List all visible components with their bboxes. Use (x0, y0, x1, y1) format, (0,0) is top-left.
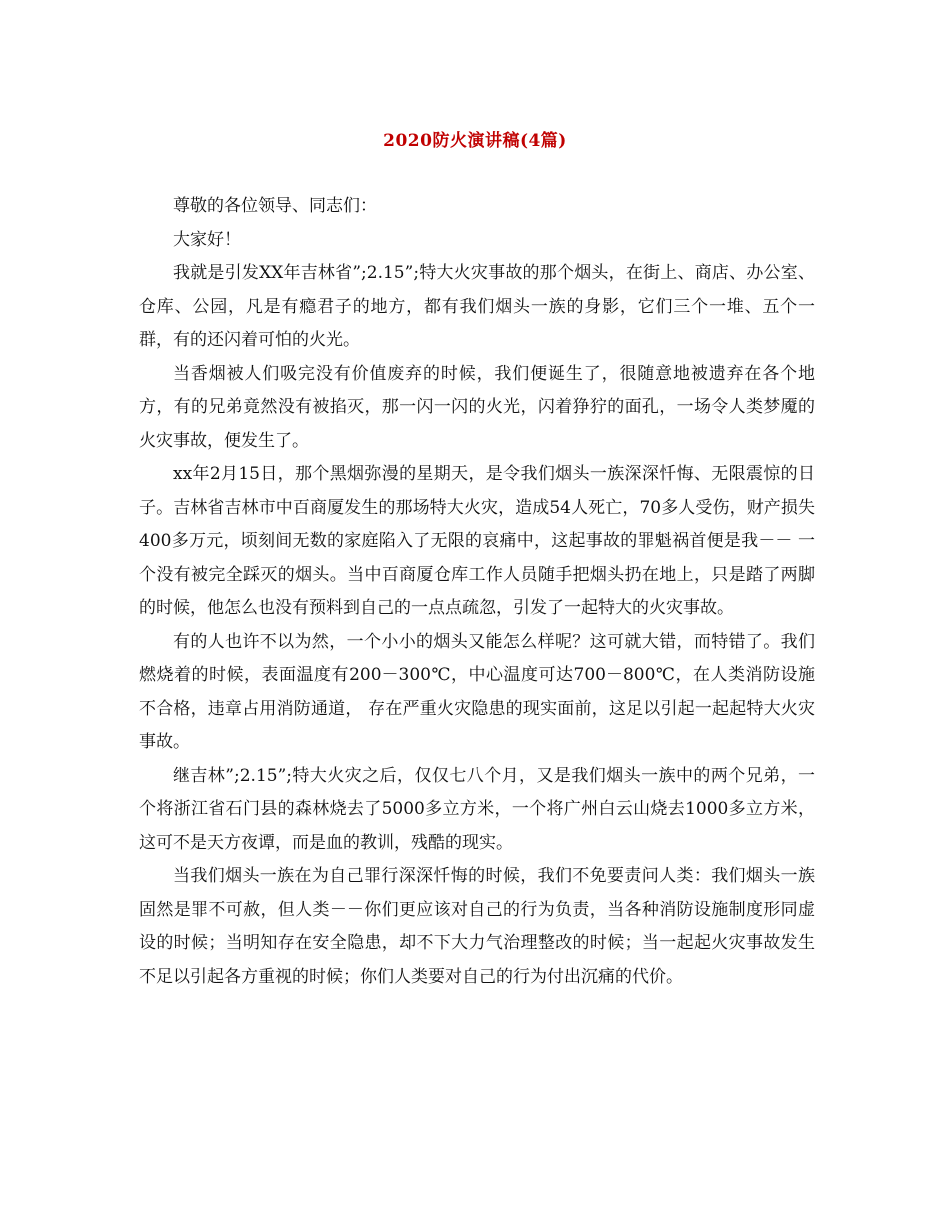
paragraph: 继吉林”;2.15”;特大火灾之后，仅仅七八个月，又是我们烟头一族中的两个兄弟，一个将浙江省石门县的森林烧去了5000多立方米，一个将广州白云山烧去1000多立方米，这可不是天方夜谭，而是血的教训，残酷的现实。 (139, 765, 815, 853)
paragraph-salutation: 尊敬的各位领导、同志们： (173, 196, 377, 216)
paragraph: 我就是引发XX年吉林省”;2.15”;特大火灾事故的那个烟头，在街上、商店、办公室、仓库、公园，凡是有瘾君子的地方，都有我们烟头一族的身影，它们三个一堆、五个一群，有的还闪着可怕的火光。 (139, 263, 815, 350)
paragraph: 当香烟被人们吸完没有价值废弃的时候，我们便诞生了，很随意地被遗弃在各个地方，有的兄弟竟然没有被掐灭，那一闪一闪的火光，闪着狰狞的面孔，一场令人类梦魇的火灾事故，便发生了。 (139, 363, 815, 451)
document-title: 2020防火演讲稿(4篇) (383, 131, 567, 151)
document-body (139, 190, 815, 994)
paragraph: 有的人也许不以为然，一个小小的烟头又能怎么样呢？这可就大错，而特错了。我们燃烧着的时候，表面温度有200－300℃，中心温度可达700－800℃，在人类消防设施不合格，违章占用消防通道， 存在严重火灾隐患的现实面前，这足以引起一起起特大火灾事故。 (139, 631, 815, 752)
paragraph: xx年2月15日，那个黑烟弥漫的星期天，是令我们烟头一族深深忏悔、无限震惊的日子。吉林省吉林市中百商厦发生的那场特大火灾，造成54人死亡，70多人受伤，财产损失400多万元，顷刻间无数的家庭陷入了无限的哀痛中，这起事故的罪魁祸首便是我－－ 一个没有被完全踩灭的烟头。当中百商厦仓库工作人员随手把烟头扔在地上，只是踏了两脚的时候，他怎么也没有预料到自己的一点点疏忽，引发了一起特大的火灾事故。 (139, 464, 815, 618)
paragraph-greeting: 大家好！ (173, 229, 241, 250)
paragraph: 当我们烟头一族在为自己罪行深深忏悔的时候，我们不免要责问人类：我们烟头一族固然是罪不可赦，但人类－－你们更应该对自己的行为负责，当各种消防设施制度形同虚设的时候；当明知存在安全隐患，却不下大力气治理整改的时候；当一起起火灾事故发生不足以引起各方重视的时候；你们人类要对自己的行为付出沉痛的代价。 (139, 866, 815, 987)
